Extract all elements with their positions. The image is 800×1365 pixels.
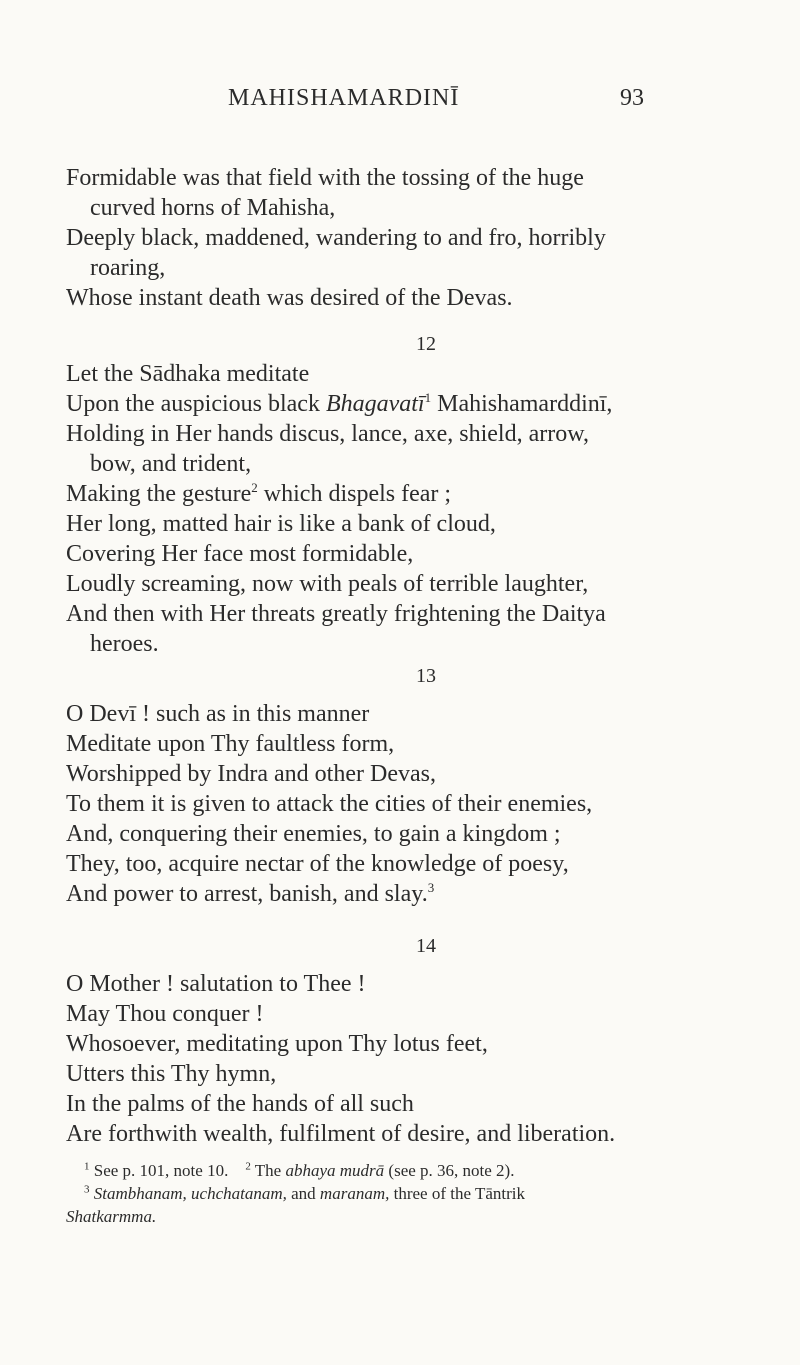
stanza-13 <box>66 699 766 909</box>
verse-line: Covering Her face most formidable, <box>66 541 414 567</box>
verse-line: Her long, matted hair is like a bank of cloud, <box>66 511 496 537</box>
verse-line: bow, and trident, <box>90 451 252 477</box>
verse-line: Whose instant death was desired of the Devas. <box>66 285 513 311</box>
page-header <box>0 85 800 125</box>
verse-line: curved horns of Mahisha, <box>90 195 336 221</box>
footnote-ref: 1 <box>424 390 432 405</box>
footnote-mark: 3 <box>84 1183 90 1196</box>
verse-line <box>66 389 766 419</box>
footnote-ref: 3 <box>427 880 435 895</box>
verse-line: They, too, acquire nectar of the knowledge of poesy, <box>66 851 569 877</box>
footnotes <box>66 1159 766 1228</box>
verse-text: Mahishamarddinī, <box>431 391 613 417</box>
verse-line: Whosoever, meditating upon Thy lotus feet, <box>66 1031 488 1057</box>
verse-line: To them it is given to attack the cities of their enemies, <box>66 791 593 817</box>
footnote-text: The <box>254 1161 286 1180</box>
verse-line: Loudly screaming, now with peals of terrible laughter, <box>66 571 589 597</box>
footnote-italic: Stambhanam, uchchatanam, <box>93 1184 287 1203</box>
stanza-number: 12 <box>416 333 436 355</box>
verse-line <box>66 879 766 909</box>
verse-line: Formidable was that field with the tossing of the huge <box>66 165 584 191</box>
verse-line: Meditate upon Thy faultless form, <box>66 731 395 757</box>
footnote-italic: maranam, <box>319 1184 390 1203</box>
stanza-14 <box>66 969 766 1149</box>
footnote-text: See p. 101, note 10. <box>93 1161 229 1180</box>
verse-line: O Mother ! salutation to Thee ! <box>66 971 366 997</box>
verse-line <box>66 223 766 253</box>
verse-line: And, conquering their enemies, to gain a kingdom ; <box>66 821 561 847</box>
footnote-text: (see p. 36, note 2). <box>384 1161 515 1180</box>
stanza-number: 14 <box>416 935 436 957</box>
verse-line: Worshipped by Indra and other Devas, <box>66 761 436 787</box>
verse-text: And power to arrest, banish, and slay. <box>66 881 428 907</box>
footnote-line <box>66 1182 766 1205</box>
page-body <box>66 163 766 1228</box>
verse-text: horribly <box>528 225 606 251</box>
footnote-text: three of the Tāntrik <box>389 1184 525 1203</box>
footnote-line <box>66 1205 766 1228</box>
italic-term: Bhagavatī <box>325 391 425 417</box>
footnote-italic: Shatkarmma. <box>66 1207 157 1226</box>
footnote-mark: 2 <box>245 1160 251 1173</box>
footnote-text: and <box>286 1184 320 1203</box>
page-number: 93 <box>620 85 644 111</box>
running-title: MAHISHAMARDINĪ <box>228 85 460 111</box>
verse-line <box>66 479 766 509</box>
verse-line: In the palms of the hands of all such <box>66 1091 414 1117</box>
footnote-italic: abhaya mudrā <box>285 1161 385 1180</box>
verse-line: Holding in Her hands discus, lance, axe, shield, arrow, <box>66 421 589 447</box>
verse-text: Upon the auspicious black <box>66 391 326 417</box>
verse-line: O Devī ! such as in this manner <box>66 701 370 727</box>
verse-text: Deeply black, maddened, wandering to and fro, <box>66 225 523 251</box>
verse-line: Utters this Thy hymn, <box>66 1061 277 1087</box>
verse-line: Are forthwith wealth, fulfilment of desire, and liberation. <box>66 1121 616 1147</box>
stanza-12 <box>66 359 766 659</box>
stanza-number: 13 <box>416 665 436 687</box>
footnote-mark: 1 <box>84 1160 90 1173</box>
stanza-11 <box>66 163 766 313</box>
footnote-line <box>66 1159 766 1182</box>
verse-line: And then with Her threats greatly frightening the Daitya <box>66 601 606 627</box>
verse-text: which dispels fear ; <box>257 481 452 507</box>
verse-line: heroes. <box>90 631 159 657</box>
verse-line: May Thou conquer ! <box>66 1001 264 1027</box>
verse-line: roaring, <box>90 255 166 281</box>
verse-text: Making the gesture <box>66 481 252 507</box>
footnote-ref: 2 <box>251 480 258 495</box>
verse-line: Let the Sādhaka meditate <box>66 361 310 387</box>
